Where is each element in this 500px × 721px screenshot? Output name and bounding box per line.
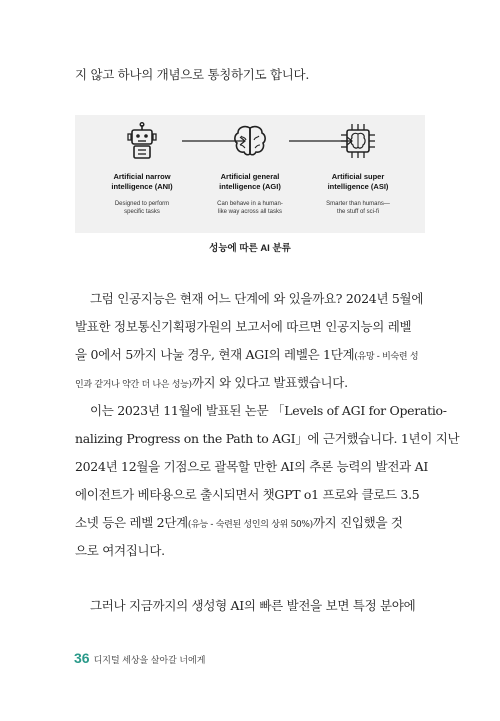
paragraph-2-line-5-tail: 까지 진입했을 것 (312, 515, 403, 530)
intro-line: 지 않고 하나의 개념으로 통칭하기도 합니다. (75, 67, 309, 82)
asi-desc-line2: the stuff of sci-fi (337, 209, 379, 215)
figure-item-title (303, 172, 413, 192)
asi-title-line1: Artificial super (331, 172, 385, 181)
agi-title-line2: intelligence (AGI) (219, 182, 281, 191)
book-title: 디지털 세상을 살아갈 너에게 (93, 655, 206, 665)
figure-item-desc (303, 200, 413, 216)
ani-desc-line2: specific tasks (124, 209, 160, 215)
figure-item-desc (195, 200, 305, 216)
agi-title-line1: Artificial general (220, 172, 280, 181)
paragraph-2-line-5-note: (유능 - 숙련된 성인의 상위 50%) (187, 520, 313, 530)
paragraph-1-line-4-text: 까지 와 있다고 발표했습니다. (191, 375, 348, 390)
robot-icon (122, 121, 162, 161)
ai-classification-figure (75, 115, 425, 233)
paragraph-2-line-3: 2024년 12월을 기점으로 괄목할 만한 AI의 추론 능력의 발전과 AI (75, 459, 428, 474)
paragraph-2-line-6: 으로 여겨집니다. (75, 543, 165, 558)
ani-title-line1: Artificial narrow (113, 172, 171, 181)
ani-desc-line1: Designed to perform (114, 201, 170, 207)
paragraph-2-line-2: nalizing Progress on the Path to AGI」에 근거했습니다. 1년이 지난 (75, 431, 460, 446)
paragraph-1-line-3 (75, 346, 425, 366)
figure-caption: 성능에 따른 AI 분류 (209, 243, 291, 254)
paragraph-1-line-4 (75, 374, 425, 394)
asi-desc-line1: Smarter than humans— (326, 201, 390, 207)
paragraph-1-line-1: 그럼 인공지능은 현재 어느 단계에 와 있을까요? 2024년 5월에 (90, 291, 424, 306)
paragraph-1-line-2: 발표한 정보통신기획평가원의 보고서에 따르면 인공지능의 레벨 (75, 319, 412, 334)
agi-desc-line2: like way across all tasks (217, 209, 283, 215)
paragraph-3-line-1: 그러나 지금까지의 생성형 AI의 빠른 발전을 보면 특정 분야에 (90, 598, 416, 613)
paragraph-2-line-4: 에이전트가 베타용으로 출시되면서 챗GPT o1 프로와 클로드 3.5 (75, 487, 420, 502)
paragraph-1-line-3-text: 을 0에서 5까지 나눌 경우, 현재 AGI의 레벨은 1단계 (75, 347, 355, 362)
paragraph-1-line-3-note: (유망 - 비숙련 성 (354, 352, 419, 362)
paragraph-2-line-5-text: 소넷 등은 레벨 2단계 (75, 515, 188, 530)
asi-title-line2: intelligence (ASI) (327, 182, 389, 191)
page-footer (74, 650, 205, 666)
paragraph-2-line-5 (75, 514, 425, 534)
brain-icon (230, 121, 270, 161)
chip-brain-icon (338, 121, 378, 161)
ani-title-line2: intelligence (ANI) (111, 182, 173, 191)
figure-item-desc (87, 200, 197, 216)
agi-desc-line1: Can behave in a human- (217, 201, 283, 207)
paragraph-2-line-1: 이는 2023년 11월에 발표된 논문 「Levels of AGI for Operatio- (90, 403, 447, 418)
figure-item-title (87, 172, 197, 192)
page-number: 36 (74, 650, 90, 666)
figure-item-title (195, 172, 305, 192)
paragraph-1-line-4-note: 인과 같거나 약간 더 나은 성능) (75, 380, 192, 390)
